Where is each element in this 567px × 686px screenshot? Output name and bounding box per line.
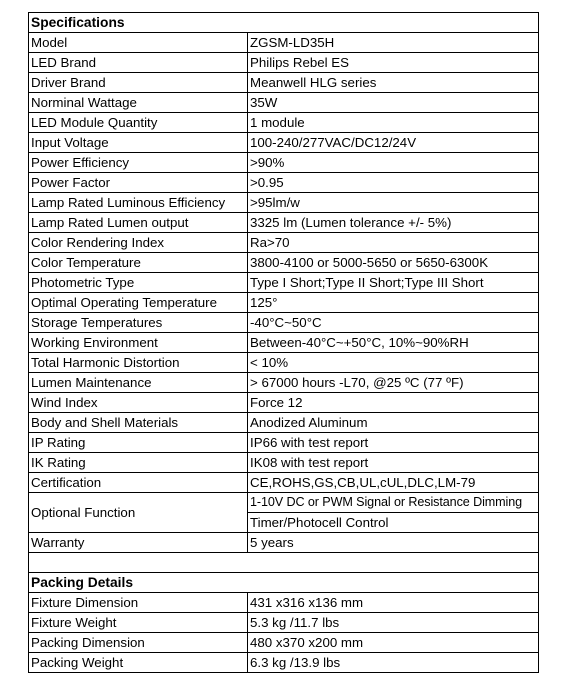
spec-value: >90% (248, 153, 539, 173)
spec-label: Working Environment (29, 333, 248, 353)
spec-row (29, 153, 539, 173)
spec-value: Between-40°C~+50°C, 10%~90%RH (248, 333, 539, 353)
spec-value: < 10% (248, 353, 539, 373)
spec-value: Force 12 (248, 393, 539, 413)
spec-label: Color Temperature (29, 253, 248, 273)
spec-row (29, 393, 539, 413)
spec-row (29, 233, 539, 253)
specifications-table-body (29, 13, 539, 673)
spec-label: IP Rating (29, 433, 248, 453)
spec-label: Storage Temperatures (29, 313, 248, 333)
spec-label: Total Harmonic Distortion (29, 353, 248, 373)
spec-value: 3800-4100 or 5000-5650 or 5650-6300K (248, 253, 539, 273)
spec-row (29, 433, 539, 453)
spec-row (29, 413, 539, 433)
spec-label: Lamp Rated Lumen output (29, 213, 248, 233)
packing-label: Fixture Dimension (29, 593, 248, 613)
spec-label: Lumen Maintenance (29, 373, 248, 393)
spec-row (29, 373, 539, 393)
spec-label: Optimal Operating Temperature (29, 293, 248, 313)
spec-value: 35W (248, 93, 539, 113)
optional-function-value: 1-10V DC or PWM Signal or Resistance Dimming (248, 493, 539, 513)
optional-function-row (29, 493, 539, 513)
warranty-value: 5 years (248, 533, 539, 553)
spec-row (29, 113, 539, 133)
packing-heading-row (29, 573, 539, 593)
spec-row (29, 313, 539, 333)
spec-row (29, 33, 539, 53)
spec-label: Norminal Wattage (29, 93, 248, 113)
spec-row (29, 193, 539, 213)
spec-value: > 67000 hours -L70, @25 ºC (77 ºF) (248, 373, 539, 393)
packing-label: Fixture Weight (29, 613, 248, 633)
spec-label: Photometric Type (29, 273, 248, 293)
spec-value: 100-240/277VAC/DC12/24V (248, 133, 539, 153)
spacer-row (29, 553, 539, 573)
spec-value: IK08 with test report (248, 453, 539, 473)
packing-row (29, 593, 539, 613)
spec-value: ZGSM-LD35H (248, 33, 539, 53)
spec-row (29, 173, 539, 193)
spec-value: 3325 lm (Lumen tolerance +/- 5%) (248, 213, 539, 233)
spec-row (29, 293, 539, 313)
packing-row (29, 613, 539, 633)
packing-row (29, 633, 539, 653)
packing-label: Packing Dimension (29, 633, 248, 653)
spec-label: IK Rating (29, 453, 248, 473)
spec-row (29, 253, 539, 273)
spec-label: LED Module Quantity (29, 113, 248, 133)
spec-label: Power Factor (29, 173, 248, 193)
spec-value: 125° (248, 293, 539, 313)
spec-label: Power Efficiency (29, 153, 248, 173)
spec-row (29, 353, 539, 373)
packing-heading: Packing Details (29, 573, 539, 593)
warranty-label: Warranty (29, 533, 248, 553)
specifications-heading: Specifications (29, 13, 539, 33)
spec-row (29, 333, 539, 353)
spacer-cell (29, 553, 539, 573)
packing-label: Packing Weight (29, 653, 248, 673)
spec-value: 1 module (248, 113, 539, 133)
packing-value: 5.3 kg /11.7 lbs (248, 613, 539, 633)
warranty-row (29, 533, 539, 553)
spec-value: >95lm/w (248, 193, 539, 213)
spec-label: Certification (29, 473, 248, 493)
spec-label: Lamp Rated Luminous Efficiency (29, 193, 248, 213)
spec-value: Type I Short;Type II Short;Type III Short (248, 273, 539, 293)
specifications-table (28, 12, 539, 673)
spec-value: CE,ROHS,GS,CB,UL,cUL,DLC,LM-79 (248, 473, 539, 493)
optional-function-value: Timer/Photocell Control (248, 513, 539, 533)
spec-value: >0.95 (248, 173, 539, 193)
spec-label: Wind Index (29, 393, 248, 413)
spec-label: Model (29, 33, 248, 53)
spec-row (29, 273, 539, 293)
spec-value: Meanwell HLG series (248, 73, 539, 93)
packing-row (29, 653, 539, 673)
spec-label: Input Voltage (29, 133, 248, 153)
spec-row (29, 213, 539, 233)
spec-value: Philips Rebel ES (248, 53, 539, 73)
spec-label: Color Rendering Index (29, 233, 248, 253)
spec-row (29, 133, 539, 153)
spec-value: IP66 with test report (248, 433, 539, 453)
spec-row (29, 93, 539, 113)
packing-value: 6.3 kg /13.9 lbs (248, 653, 539, 673)
spec-row (29, 53, 539, 73)
spec-row (29, 453, 539, 473)
spec-value: -40°C~50°C (248, 313, 539, 333)
spec-label: Driver Brand (29, 73, 248, 93)
spec-value: Ra>70 (248, 233, 539, 253)
packing-value: 431 x316 x136 mm (248, 593, 539, 613)
packing-value: 480 x370 x200 mm (248, 633, 539, 653)
spec-label: LED Brand (29, 53, 248, 73)
spec-row (29, 73, 539, 93)
spec-label: Body and Shell Materials (29, 413, 248, 433)
spec-row (29, 473, 539, 493)
spec-value: Anodized Aluminum (248, 413, 539, 433)
optional-function-label: Optional Function (29, 493, 248, 533)
specifications-heading-row (29, 13, 539, 33)
